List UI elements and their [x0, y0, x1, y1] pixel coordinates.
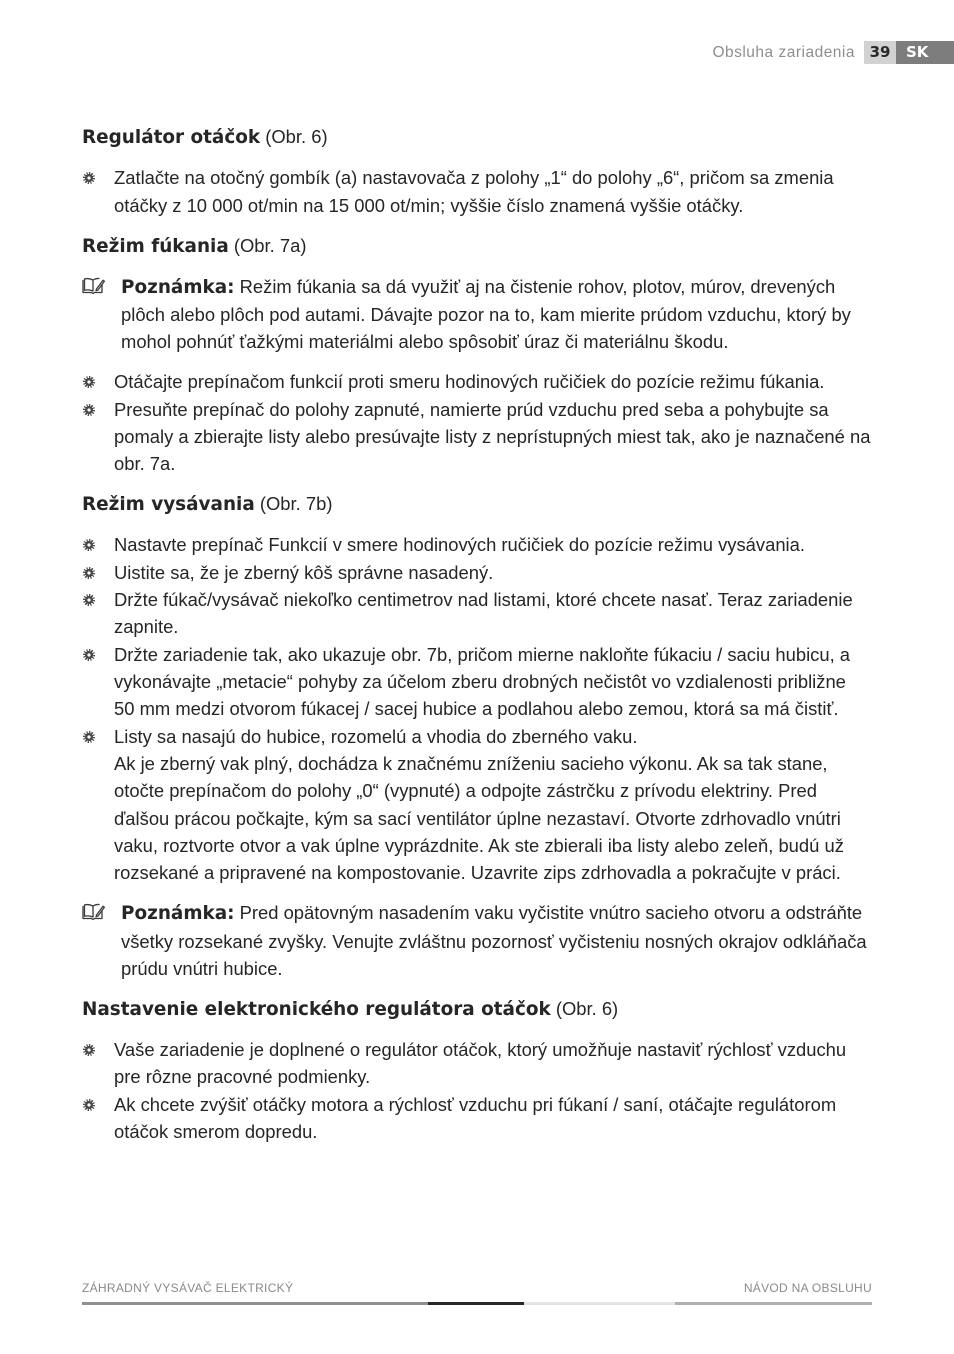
bullet-list — [82, 368, 882, 477]
note-box — [82, 273, 882, 356]
gear-bullet-icon — [83, 172, 95, 184]
gear-bullet-icon — [83, 376, 95, 388]
figure-reference: (Obr. 7a) — [233, 234, 307, 256]
list-item — [82, 531, 882, 558]
gear-bullet-icon — [83, 594, 95, 606]
figure-reference: (Obr. 7b) — [259, 493, 333, 515]
list-item — [82, 396, 882, 478]
bullet-list — [82, 164, 882, 219]
section-heading — [82, 123, 882, 151]
heading-title: Režim fúkania — [82, 235, 229, 257]
bullet-text: Držte fúkač/vysávač niekoľko centimetrov nad listami, ktoré chcete nasať. Teraz zariadenie zapnite. — [114, 589, 853, 638]
list-item — [82, 1036, 882, 1091]
bullet-text: Otáčajte prepínačom funkcií proti smeru hodinových ručičiek do pozície režimu fúkania. — [114, 371, 825, 393]
bullet-continuation: Ak je zberný vak plný, dochádza k značnému zníženiu sacieho výkonu. Ak sa tak stane, otočte prepínačom do polohy „0“ (vypnuté) a odpojte zástrčku z prívodu elektriny. Pred ďalšou prácou počkajte, kým sa sací ventilátor úplne nezastaví. Otvorte zdrhovadlo vnútri vaku, roztvorte otvor a vak úplne vyprázdnite. Ak ste zbierali iba listy alebo zeleň, budú už rozsekané a pripravené na kompostovanie. Uzavrite zips zdrhovadla a pokračujte v práci. — [114, 752, 844, 884]
section-heading — [82, 232, 882, 260]
list-item — [82, 1091, 882, 1146]
heading-title: Režim vysávania — [82, 494, 255, 516]
section-heading — [82, 995, 882, 1023]
section-heading — [82, 490, 882, 518]
bullet-text: Držte zariadenie tak, ako ukazuje obr. 7b, pričom mierne nakloňte fúkaciu / saciu hubicu, a vykonávajte „metacie“ pohyby za účelom zberu drobných nečistôt vo vzdialenosti približne 50 mm medzi otvorom fúkacej / sacej hubice a podlahou alebo zemou, ktorá sa má čistiť. — [114, 643, 851, 720]
bullet-text: Uistite sa, že je zberný kôš správne nasadený. — [114, 561, 494, 583]
note-text: Režim fúkania sa dá využiť aj na čistenie rohov, plotov, múrov, drevených plôch alebo plôch pod autami. Dávajte pozor na to, kam mierite prúdom vzduchu, ktorý by mohol pohnúť ťažkými materiálmi alebo spôsobiť úraz či materiálnu škodu. — [121, 275, 851, 353]
gear-bullet-icon — [83, 404, 95, 416]
footer-document-type: NÁVOD NA OBSLUHU — [743, 1281, 872, 1295]
bullet-text: Zatlačte na otočný gombík (a) nastavovača z polohy „1“ do polohy „6“, pričom sa zmenia otáčky z 10 000 ot/min na 15 000 ot/min; vyššie číslo znamená vyššie otáčky. — [114, 167, 834, 216]
footer-product-name: ZÁHRADNÝ VYSÁVAČ ELEKTRICKÝ — [82, 1281, 294, 1295]
bullet-text: Listy sa nasajú do hubice, rozomelú a vhodia do zberného vaku. — [114, 725, 638, 747]
figure-reference: (Obr. 6) — [555, 997, 619, 1019]
language-tab: SK — [896, 41, 954, 64]
list-item — [82, 164, 882, 219]
gear-bullet-icon — [83, 1099, 95, 1111]
page-body — [82, 123, 882, 1145]
note-label: Poznámka: — [121, 276, 235, 298]
bullet-list — [82, 531, 882, 886]
bullet-list — [82, 1036, 882, 1145]
note-text: Pred opätovným nasadením vaku vyčistite vnútro sacieho otvoru a odstráňte všetky rozsekané zvyšky. Venujte zvláštnu pozornosť vyčisteniu nosných okrajov odkláňača prúdu vnútri hubice. — [121, 902, 867, 979]
bullet-text: Ak chcete zvýšiť otáčky motora a rýchlosť vzduchu pri fúkaní / saní, otáčajte regulátorom otáčok smerom dopredu. — [114, 1093, 837, 1142]
footer-rule-segment — [428, 1302, 524, 1305]
bullet-text: Presuňte prepínač do polohy zapnuté, namierte prúd vzduchu pred seba a pohybujte sa pomaly a zbierajte listy alebo presúvajte listy z neprístupných miest tak, ako je naznačené na obr. 7a. — [114, 398, 871, 475]
gear-bullet-icon — [83, 1044, 95, 1056]
bullet-text: Vaše zariadenie je doplnené o regulátor otáčok, ktorý umožňuje nastaviť rýchlosť vzduchu pre rôzne pracovné podmienky. — [114, 1039, 847, 1088]
gear-bullet-icon — [83, 649, 95, 661]
list-item — [82, 723, 882, 887]
heading-title: Nastavenie elektronického regulátora otáčok — [82, 998, 551, 1020]
book-pencil-icon — [82, 277, 105, 294]
footer-rule-segment — [82, 1302, 428, 1305]
gear-bullet-icon — [83, 539, 95, 551]
list-item — [82, 559, 882, 586]
note-label: Poznámka: — [121, 903, 235, 925]
footer-rule-segment — [524, 1302, 675, 1305]
book-pencil-icon — [82, 903, 105, 920]
bullet-text: Nastavte prepínač Funkcií v smere hodinových ručičiek do pozície režimu vysávania. — [114, 534, 805, 556]
gear-bullet-icon — [83, 731, 95, 743]
footer-rule-segment — [675, 1302, 872, 1305]
running-header-title: Obsluha zariadenia — [712, 44, 855, 61]
gear-bullet-icon — [83, 567, 95, 579]
page-number: 39 — [864, 41, 896, 64]
list-item — [82, 641, 882, 723]
list-item — [82, 586, 882, 641]
heading-title: Regulátor otáčok — [82, 127, 261, 149]
note-box — [82, 899, 882, 982]
figure-reference: (Obr. 6) — [265, 126, 328, 148]
list-item — [82, 368, 882, 395]
